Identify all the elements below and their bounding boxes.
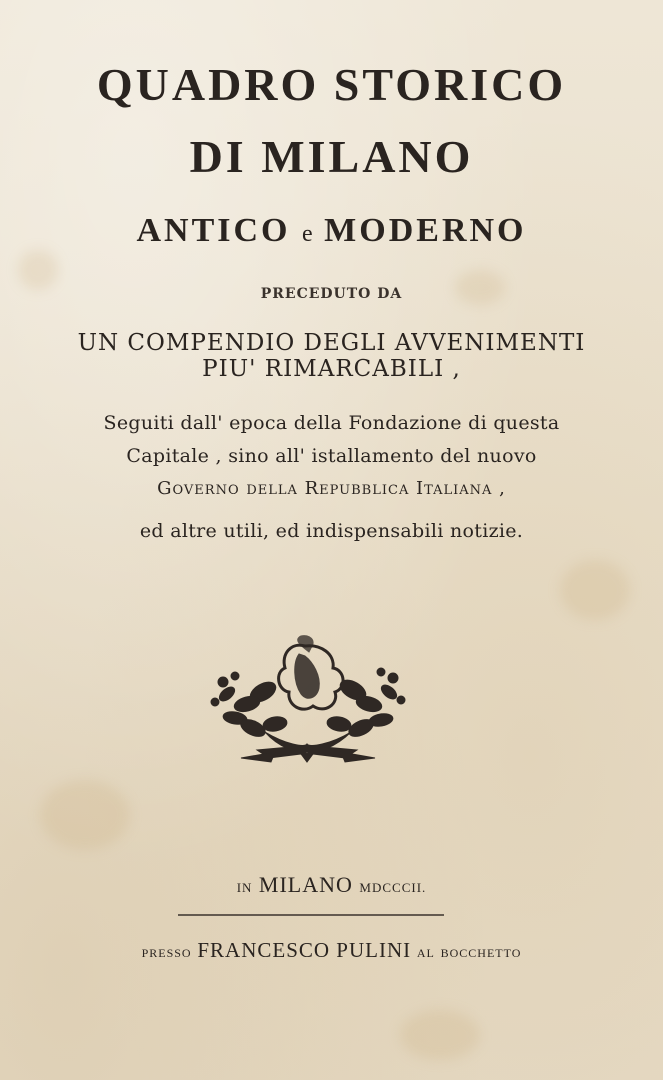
paper-stain <box>400 1010 480 1060</box>
floral-wreath-ornament-icon <box>205 632 410 767</box>
publisher-name: FRANCESCO PULINI <box>197 938 412 962</box>
title-conjunction: e <box>302 221 313 247</box>
compendio-line: UN COMPENDIO DEGLI AVVENIMENTI <box>77 330 586 356</box>
title-line-3 <box>0 212 663 250</box>
description-line-1: Seguiti dall' epoca della Fondazione di questa <box>103 412 560 434</box>
title-antico: ANTICO <box>136 212 291 249</box>
title-moderno: MODERNO <box>324 212 527 249</box>
paper-stain <box>18 250 58 290</box>
publisher-bocchetto: BOCCHETTO <box>440 946 522 960</box>
imprint-line <box>0 872 663 898</box>
publisher-line <box>0 938 663 963</box>
publisher-al: AL <box>416 946 435 960</box>
imprint-place: MILANO <box>258 872 353 897</box>
title-line-1: QUADRO STORICO <box>96 59 567 110</box>
imprint-year: MDCCCII. <box>359 880 427 895</box>
preceduto-da: PRECEDUTO DA <box>260 286 403 302</box>
description-line-2: Capitale , sino all' istallamento del nuovo <box>126 445 537 467</box>
divider-rule <box>178 914 444 916</box>
paper-stain <box>40 780 130 850</box>
paper-stain <box>560 560 630 620</box>
publisher-presso: PRESSO <box>141 946 192 960</box>
title-line-2: DI MILANO <box>189 131 474 182</box>
rimarcabili-line: PIU' RIMARCABILI , <box>202 356 461 382</box>
description-line-4: ed altre utili, ed indispensabili notizie. <box>139 520 524 542</box>
imprint-in: IN <box>236 880 253 895</box>
description-line-3: Governo della Repubblica Italiana , <box>157 478 506 499</box>
